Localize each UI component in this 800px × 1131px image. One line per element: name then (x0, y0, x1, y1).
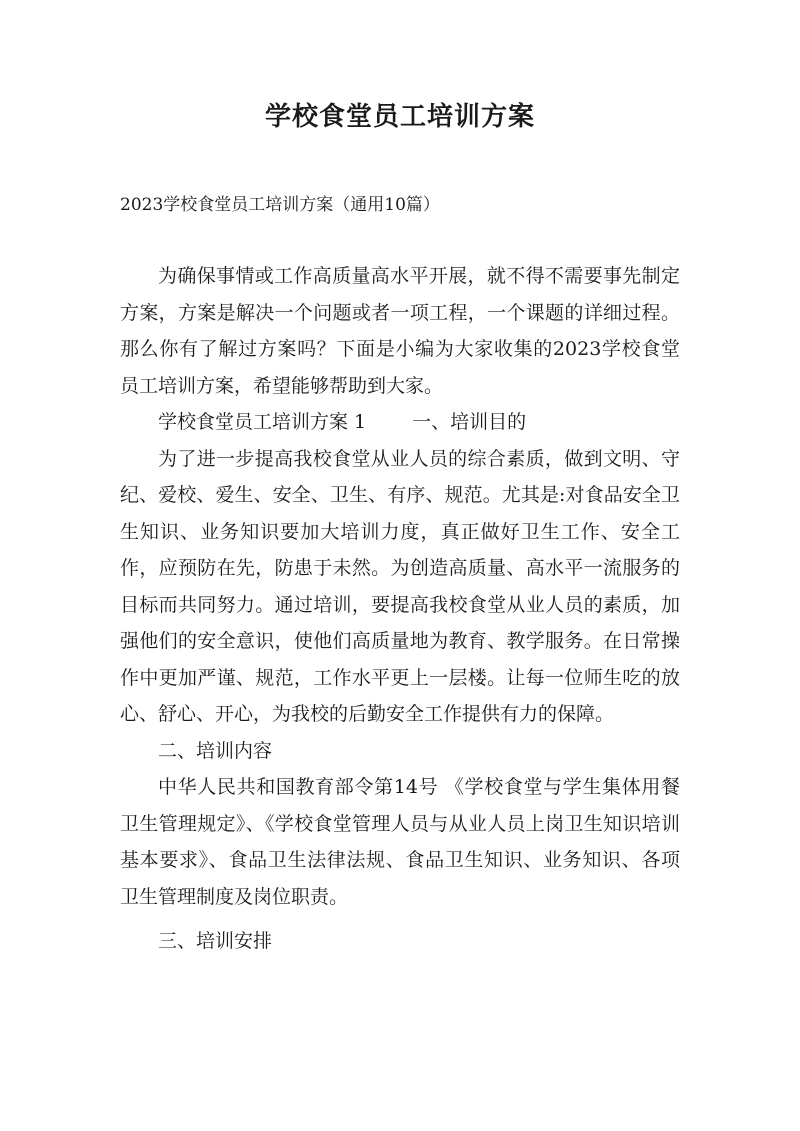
document-body (120, 258, 680, 960)
document-subtitle: 2023学校食堂员工培训方案（通用10篇） (120, 195, 440, 215)
section1-title: 学校食堂员工培训方案 1 (158, 411, 367, 433)
section3-heading: 三、培训安排 (158, 930, 273, 952)
section1-heading-line (120, 404, 680, 441)
section2-heading: 二、培训内容 (158, 739, 273, 762)
section2-paragraph: 中华人民共和国教育部令第14号 《学校食堂与学生集体用餐卫生管理规定》、《学校食堂管理人员与从业人员上岗卫生知识培训基本要求》、食品卫生法律法规、食品卫生知识、业务知识、各项卫生管理制度及岗位职责。 (120, 776, 680, 908)
intro-paragraph: 为确保事情或工作高质量高水平开展，就不得不需要事先制定方案，方案是解决一个问题或者一项工程，一个课题的详细过程。那么你有了解过方案吗？下面是小编为大家收集的2023学校食堂员工培训方案，希望能够帮助到大家。 (120, 265, 680, 397)
document-title: 学校食堂员工培训方案 (264, 102, 535, 132)
section1-paragraph: 为了进一步提高我校食堂从业人员的综合素质，做到文明、守纪、爱校、爱生、安全、卫生、有序、规范。尤其是:对食品安全卫生知识、业务知识要加大培训力度，真正做好卫生工作、安全工作，应预防在先，防患于未然。为创造高质量、高水平一流服务的目标而共同努力。通过培训，要提高我校食堂从业人员的素质，加强他们的安全意识，使他们高质量地为教育、教学服务。在日常操作中更加严谨、规范，工作水平更上一层楼。让每一位师生吃的放心、舒心、开心，为我校的后勤安全工作提供有力的保障。 (120, 447, 680, 725)
section1-heading: 一、培训目的 (412, 411, 527, 433)
